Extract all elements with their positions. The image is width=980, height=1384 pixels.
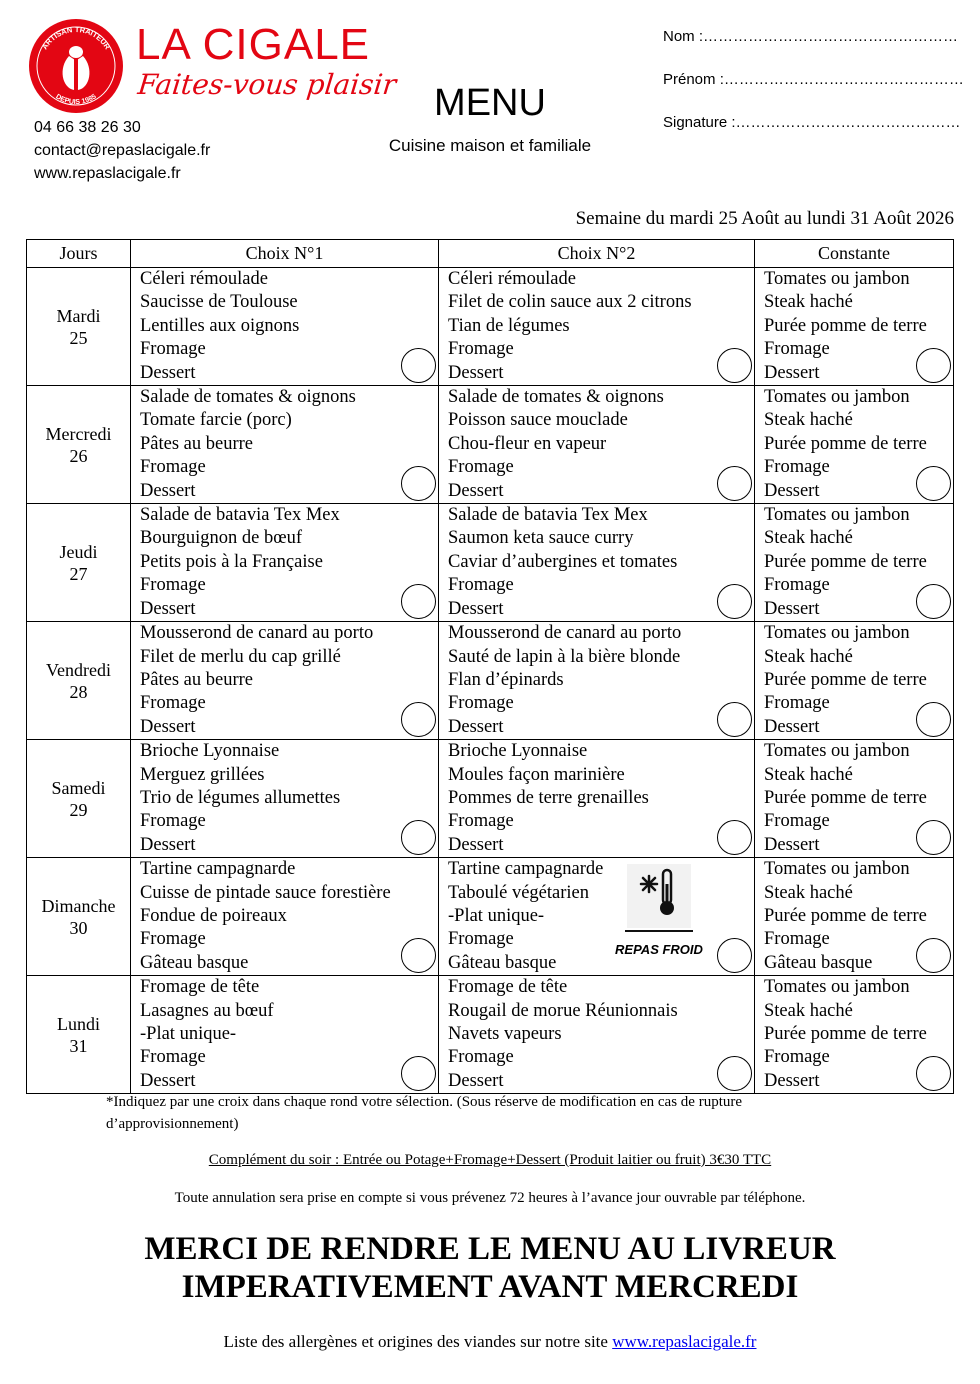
dish-item: Purée pomme de terre xyxy=(764,1024,927,1044)
cancellation-policy: Toute annulation sera prise en compte si vous prévenez 72 heures à l’avance jour ouvrable par téléphone. xyxy=(174,1190,806,1206)
choice-1-cell xyxy=(131,386,439,504)
dish-item: Brioche Lyonnaise xyxy=(140,741,280,762)
brand-name: LA CIGALE xyxy=(136,20,371,69)
dish-item: Fromage xyxy=(764,457,830,478)
column-header-choice-2: Choix N°2 xyxy=(439,240,755,268)
dish-item: Steak haché xyxy=(764,646,853,667)
table-row xyxy=(27,504,954,622)
day-cell xyxy=(27,386,131,504)
dish-item: Tomates ou jambon xyxy=(764,859,910,880)
signature-field[interactable]: Signature :……………………………………… xyxy=(663,114,961,131)
day-cell xyxy=(27,504,131,622)
dish-item: Dessert xyxy=(140,716,196,737)
dish-item: Dessert xyxy=(140,834,196,855)
dish-item: Rougail de morue Réunionnais xyxy=(448,1000,678,1021)
name-field[interactable]: Nom :…………………………………………… xyxy=(663,28,959,45)
dish-item: Salade de tomates & oignons xyxy=(140,387,356,408)
dish-item: Fondue de poireaux xyxy=(140,905,287,926)
dish-item: Dessert xyxy=(140,480,196,501)
dish-item: Dessert xyxy=(448,1070,504,1091)
dish-item: Navets vapeurs xyxy=(448,1024,562,1044)
dish-item: Dessert xyxy=(448,716,504,737)
dish-item: Taboulé végétarien xyxy=(448,882,589,903)
selection-circle-constant[interactable] xyxy=(916,466,951,501)
allergens-info xyxy=(0,1332,980,1352)
choice-1-cell xyxy=(131,858,439,976)
choice-2-cell xyxy=(439,858,755,976)
dish-item: Tomates ou jambon xyxy=(764,977,910,998)
dish-item: Fromage xyxy=(140,811,206,832)
dish-item: Fromage xyxy=(140,929,206,950)
selection-circle-constant[interactable] xyxy=(916,938,951,973)
dish-item: Saucisse de Toulouse xyxy=(140,292,298,313)
constant-cell xyxy=(755,740,954,858)
dish-item: Cuisse de pintade sauce forestière xyxy=(140,882,391,903)
website-url[interactable]: www.repaslacigale.fr xyxy=(34,165,181,182)
dish-item: Petits pois à la Française xyxy=(140,551,323,572)
first-name-field[interactable]: Prénom :………………………………………… xyxy=(663,71,964,88)
page-subtitle: Cuisine maison et familiale xyxy=(388,136,592,155)
la-cigale-logo xyxy=(28,18,124,114)
constant-cell xyxy=(755,858,954,976)
choice-2-cell xyxy=(439,268,755,386)
dish-item: Purée pomme de terre xyxy=(764,315,927,336)
choice-2-cell xyxy=(439,622,755,740)
dish-item: Dessert xyxy=(764,1070,820,1091)
selection-circle-choice-2[interactable] xyxy=(717,584,752,619)
constant-cell xyxy=(755,386,954,504)
column-header-constant: Constante xyxy=(755,240,954,268)
day-date: 27 xyxy=(69,563,88,584)
dish-item: Fromage xyxy=(448,339,514,360)
day-name: Lundi xyxy=(57,1013,100,1034)
dish-item: -Plat unique- xyxy=(140,1024,237,1044)
dish-item: Pommes de terre grenailles xyxy=(448,787,649,808)
allergens-link[interactable]: www.repaslacigale.fr xyxy=(612,1332,757,1351)
choice-1-cell xyxy=(131,622,439,740)
dish-item: Fromage xyxy=(448,575,514,596)
constant-cell xyxy=(755,976,954,1094)
dish-item: Fromage xyxy=(764,339,830,360)
dish-item: Lasagnes au bœuf xyxy=(140,1000,274,1021)
dish-item: Dessert xyxy=(764,362,820,383)
dish-item: Fromage xyxy=(448,457,514,478)
dish-item: Filet de colin sauce aux 2 citrons xyxy=(448,292,692,313)
svg-text:DEPUIS 1985: DEPUIS 1985 xyxy=(54,93,98,107)
dish-item: Gâteau basque xyxy=(448,952,557,973)
dish-item: Chou-fleur en vapeur xyxy=(448,433,607,454)
dish-item: Fromage xyxy=(448,929,514,950)
day-date: 25 xyxy=(69,327,88,348)
dish-item: -Plat unique- xyxy=(448,905,545,926)
dish-item: Brioche Lyonnaise xyxy=(448,741,588,762)
dish-item: Tomates ou jambon xyxy=(764,269,910,289)
dish-item: Dessert xyxy=(140,362,196,383)
dish-item: Dessert xyxy=(448,834,504,855)
dish-item: Tian de légumes xyxy=(448,315,570,336)
dish-item: Purée pomme de terre xyxy=(764,787,927,808)
selection-circle-choice-1[interactable] xyxy=(401,820,436,855)
dish-item: Fromage xyxy=(764,1047,830,1068)
dish-item: Fromage xyxy=(448,693,514,714)
dish-item: Salade de tomates & oignons xyxy=(448,387,664,408)
dish-item: Fromage xyxy=(140,457,206,478)
dish-item: Dessert xyxy=(764,598,820,619)
selection-circle-choice-1[interactable] xyxy=(401,702,436,737)
return-menu-notice xyxy=(0,1230,980,1306)
selection-circle-constant[interactable] xyxy=(916,1056,951,1091)
dish-item: Pâtes au beurre xyxy=(140,433,254,454)
cold-meal-label: REPAS FROID xyxy=(615,942,703,958)
choice-2-cell xyxy=(439,386,755,504)
brand-slogan: Faites-vous plaisir xyxy=(136,68,398,101)
dish-item: Flan d’épinards xyxy=(448,669,564,690)
dish-item: Fromage xyxy=(764,693,830,714)
dish-item: Bourguignon de bœuf xyxy=(140,528,303,549)
menu-table xyxy=(26,239,954,1094)
phone-number: 04 66 38 26 30 xyxy=(34,119,141,136)
table-row xyxy=(27,622,954,740)
table-header-row xyxy=(27,240,954,268)
dish-item: Dessert xyxy=(448,480,504,501)
choice-2-cell xyxy=(439,504,755,622)
dish-item: Salade de batavia Tex Mex xyxy=(448,505,648,526)
selection-circle-choice-2[interactable] xyxy=(717,466,752,501)
day-cell xyxy=(27,622,131,740)
day-name: Dimanche xyxy=(41,895,116,916)
day-name: Vendredi xyxy=(46,659,111,680)
choice-2-cell xyxy=(439,740,755,858)
dish-item: Caviar d’aubergines et tomates xyxy=(448,551,678,572)
dish-item: Steak haché xyxy=(764,410,853,431)
return-menu-line-2: IMPERATIVEMENT AVANT MERCREDI xyxy=(181,1269,799,1305)
dish-item: Steak haché xyxy=(764,292,853,313)
selection-circle-constant[interactable] xyxy=(916,584,951,619)
column-header-days: Jours xyxy=(27,240,131,268)
dish-item: Dessert xyxy=(764,480,820,501)
week-range: Semaine du mardi 25 Août au lundi 31 Août 2026 xyxy=(575,208,954,229)
svg-text:ARTISAN TRAITEUR: ARTISAN TRAITEUR xyxy=(39,24,113,52)
selection-circle-choice-1[interactable] xyxy=(401,584,436,619)
day-date: 31 xyxy=(69,1035,88,1056)
table-row xyxy=(27,268,954,386)
dish-item: Purée pomme de terre xyxy=(764,551,927,572)
day-name: Mercredi xyxy=(45,423,112,444)
dish-item: Gâteau basque xyxy=(140,952,249,973)
selection-circle-choice-2[interactable] xyxy=(717,938,752,973)
table-row xyxy=(27,740,954,858)
allergens-text: Liste des allergènes et origines des viandes sur notre site xyxy=(223,1332,613,1351)
constant-cell xyxy=(755,268,954,386)
selection-circle-choice-1[interactable] xyxy=(401,348,436,383)
dish-item: Dessert xyxy=(764,834,820,855)
selection-circle-choice-2[interactable] xyxy=(717,1056,752,1091)
dish-item: Filet de merlu du cap grillé xyxy=(140,646,341,667)
dish-item: Sauté de lapin à la bière blonde xyxy=(448,646,681,667)
selection-circle-choice-2[interactable] xyxy=(717,820,752,855)
dish-item: Moules façon marinière xyxy=(448,764,625,785)
dish-item: Purée pomme de terre xyxy=(764,669,927,690)
dish-item: Tomates ou jambon xyxy=(764,505,910,526)
day-cell xyxy=(27,268,131,386)
dish-item: Trio de légumes allumettes xyxy=(140,787,341,808)
selection-note: *Indiquez par une croix dans chaque rond votre sélection. (Sous réserve de modification en cas de rupture d’approvisionnement) xyxy=(106,1094,743,1132)
return-menu-line-1: MERCI DE RENDRE LE MENU AU LIVREUR xyxy=(144,1231,836,1267)
day-cell xyxy=(27,976,131,1094)
table-row xyxy=(27,976,954,1094)
dish-item: Fromage de tête xyxy=(448,977,568,998)
dish-item: Purée pomme de terre xyxy=(764,433,927,454)
column-header-choice-1: Choix N°1 xyxy=(131,240,439,268)
selection-circle-constant[interactable] xyxy=(916,702,951,737)
choice-1-cell xyxy=(131,976,439,1094)
dish-item: Fromage xyxy=(140,339,206,360)
dish-item: Tomates ou jambon xyxy=(764,623,910,644)
dish-item: Céleri rémoulade xyxy=(140,269,268,289)
day-date: 26 xyxy=(69,445,88,466)
dish-item: Merguez grillées xyxy=(140,764,265,785)
selection-circle-constant[interactable] xyxy=(916,820,951,855)
choice-1-cell xyxy=(131,268,439,386)
dish-item: Purée pomme de terre xyxy=(764,905,927,926)
email-address[interactable]: contact@repaslacigale.fr xyxy=(34,142,211,159)
dish-item: Dessert xyxy=(448,598,504,619)
dish-item: Mousserond de canard au porto xyxy=(140,623,374,644)
choice-2-cell xyxy=(439,976,755,1094)
dish-item: Steak haché xyxy=(764,764,853,785)
dish-item: Steak haché xyxy=(764,882,853,903)
dish-item: Fromage xyxy=(764,811,830,832)
evening-supplement: Complément du soir : Entrée ou Potage+Fromage+Dessert (Produit laitier ou fruit) 3€30 TTC xyxy=(208,1152,772,1168)
selection-circle-choice-1[interactable] xyxy=(401,466,436,501)
page-title: MENU xyxy=(434,82,546,124)
dish-item: Fromage xyxy=(764,575,830,596)
dish-item: Dessert xyxy=(448,362,504,383)
dish-item: Steak haché xyxy=(764,528,853,549)
dish-item: Tartine campagnarde xyxy=(140,859,296,880)
dish-item: Tomates ou jambon xyxy=(764,741,910,762)
dish-item: Dessert xyxy=(140,598,196,619)
dish-item: Gâteau basque xyxy=(764,952,873,973)
day-name: Mardi xyxy=(56,305,101,326)
dish-item: Mousserond de canard au porto xyxy=(448,623,682,644)
day-name: Samedi xyxy=(51,777,106,798)
dish-item: Steak haché xyxy=(764,1000,853,1021)
dish-item: Salade de batavia Tex Mex xyxy=(140,505,340,526)
dish-item: Poisson sauce mouclade xyxy=(448,410,628,431)
table-row xyxy=(27,858,954,976)
dish-item: Dessert xyxy=(764,716,820,737)
dish-item: Fromage xyxy=(764,929,830,950)
table-row xyxy=(27,386,954,504)
day-cell xyxy=(27,740,131,858)
dish-item: Tomates ou jambon xyxy=(764,387,910,408)
constant-cell xyxy=(755,504,954,622)
selection-circle-choice-2[interactable] xyxy=(717,702,752,737)
dish-item: Fromage xyxy=(140,1047,206,1068)
selection-circle-choice-1[interactable] xyxy=(401,1056,436,1091)
day-date: 29 xyxy=(69,799,88,820)
dish-item: Tartine campagnarde xyxy=(448,859,604,880)
dish-item: Saumon keta sauce curry xyxy=(448,528,634,549)
dish-item: Fromage xyxy=(448,811,514,832)
dish-item: Tomate farcie (porc) xyxy=(140,410,292,431)
constant-cell xyxy=(755,622,954,740)
dish-item: Fromage xyxy=(140,575,206,596)
dish-item: Fromage xyxy=(448,1047,514,1068)
dish-item: Lentilles aux oignons xyxy=(140,315,300,336)
day-name: Jeudi xyxy=(59,541,98,562)
day-date: 28 xyxy=(69,681,88,702)
dish-item: Fromage de tête xyxy=(140,977,260,998)
selection-circle-constant[interactable] xyxy=(916,348,951,383)
dish-item: Céleri rémoulade xyxy=(448,269,576,289)
dish-item: Fromage xyxy=(140,693,206,714)
choice-1-cell xyxy=(131,504,439,622)
cold-meal-badge xyxy=(611,860,707,958)
day-cell xyxy=(27,858,131,976)
dish-item: Dessert xyxy=(140,1070,196,1091)
snowflake-thermometer-icon xyxy=(611,860,707,940)
selection-circle-choice-2[interactable] xyxy=(717,348,752,383)
selection-circle-choice-1[interactable] xyxy=(401,938,436,973)
dish-item: Pâtes au beurre xyxy=(140,669,254,690)
day-date: 30 xyxy=(69,917,88,938)
choice-1-cell xyxy=(131,740,439,858)
